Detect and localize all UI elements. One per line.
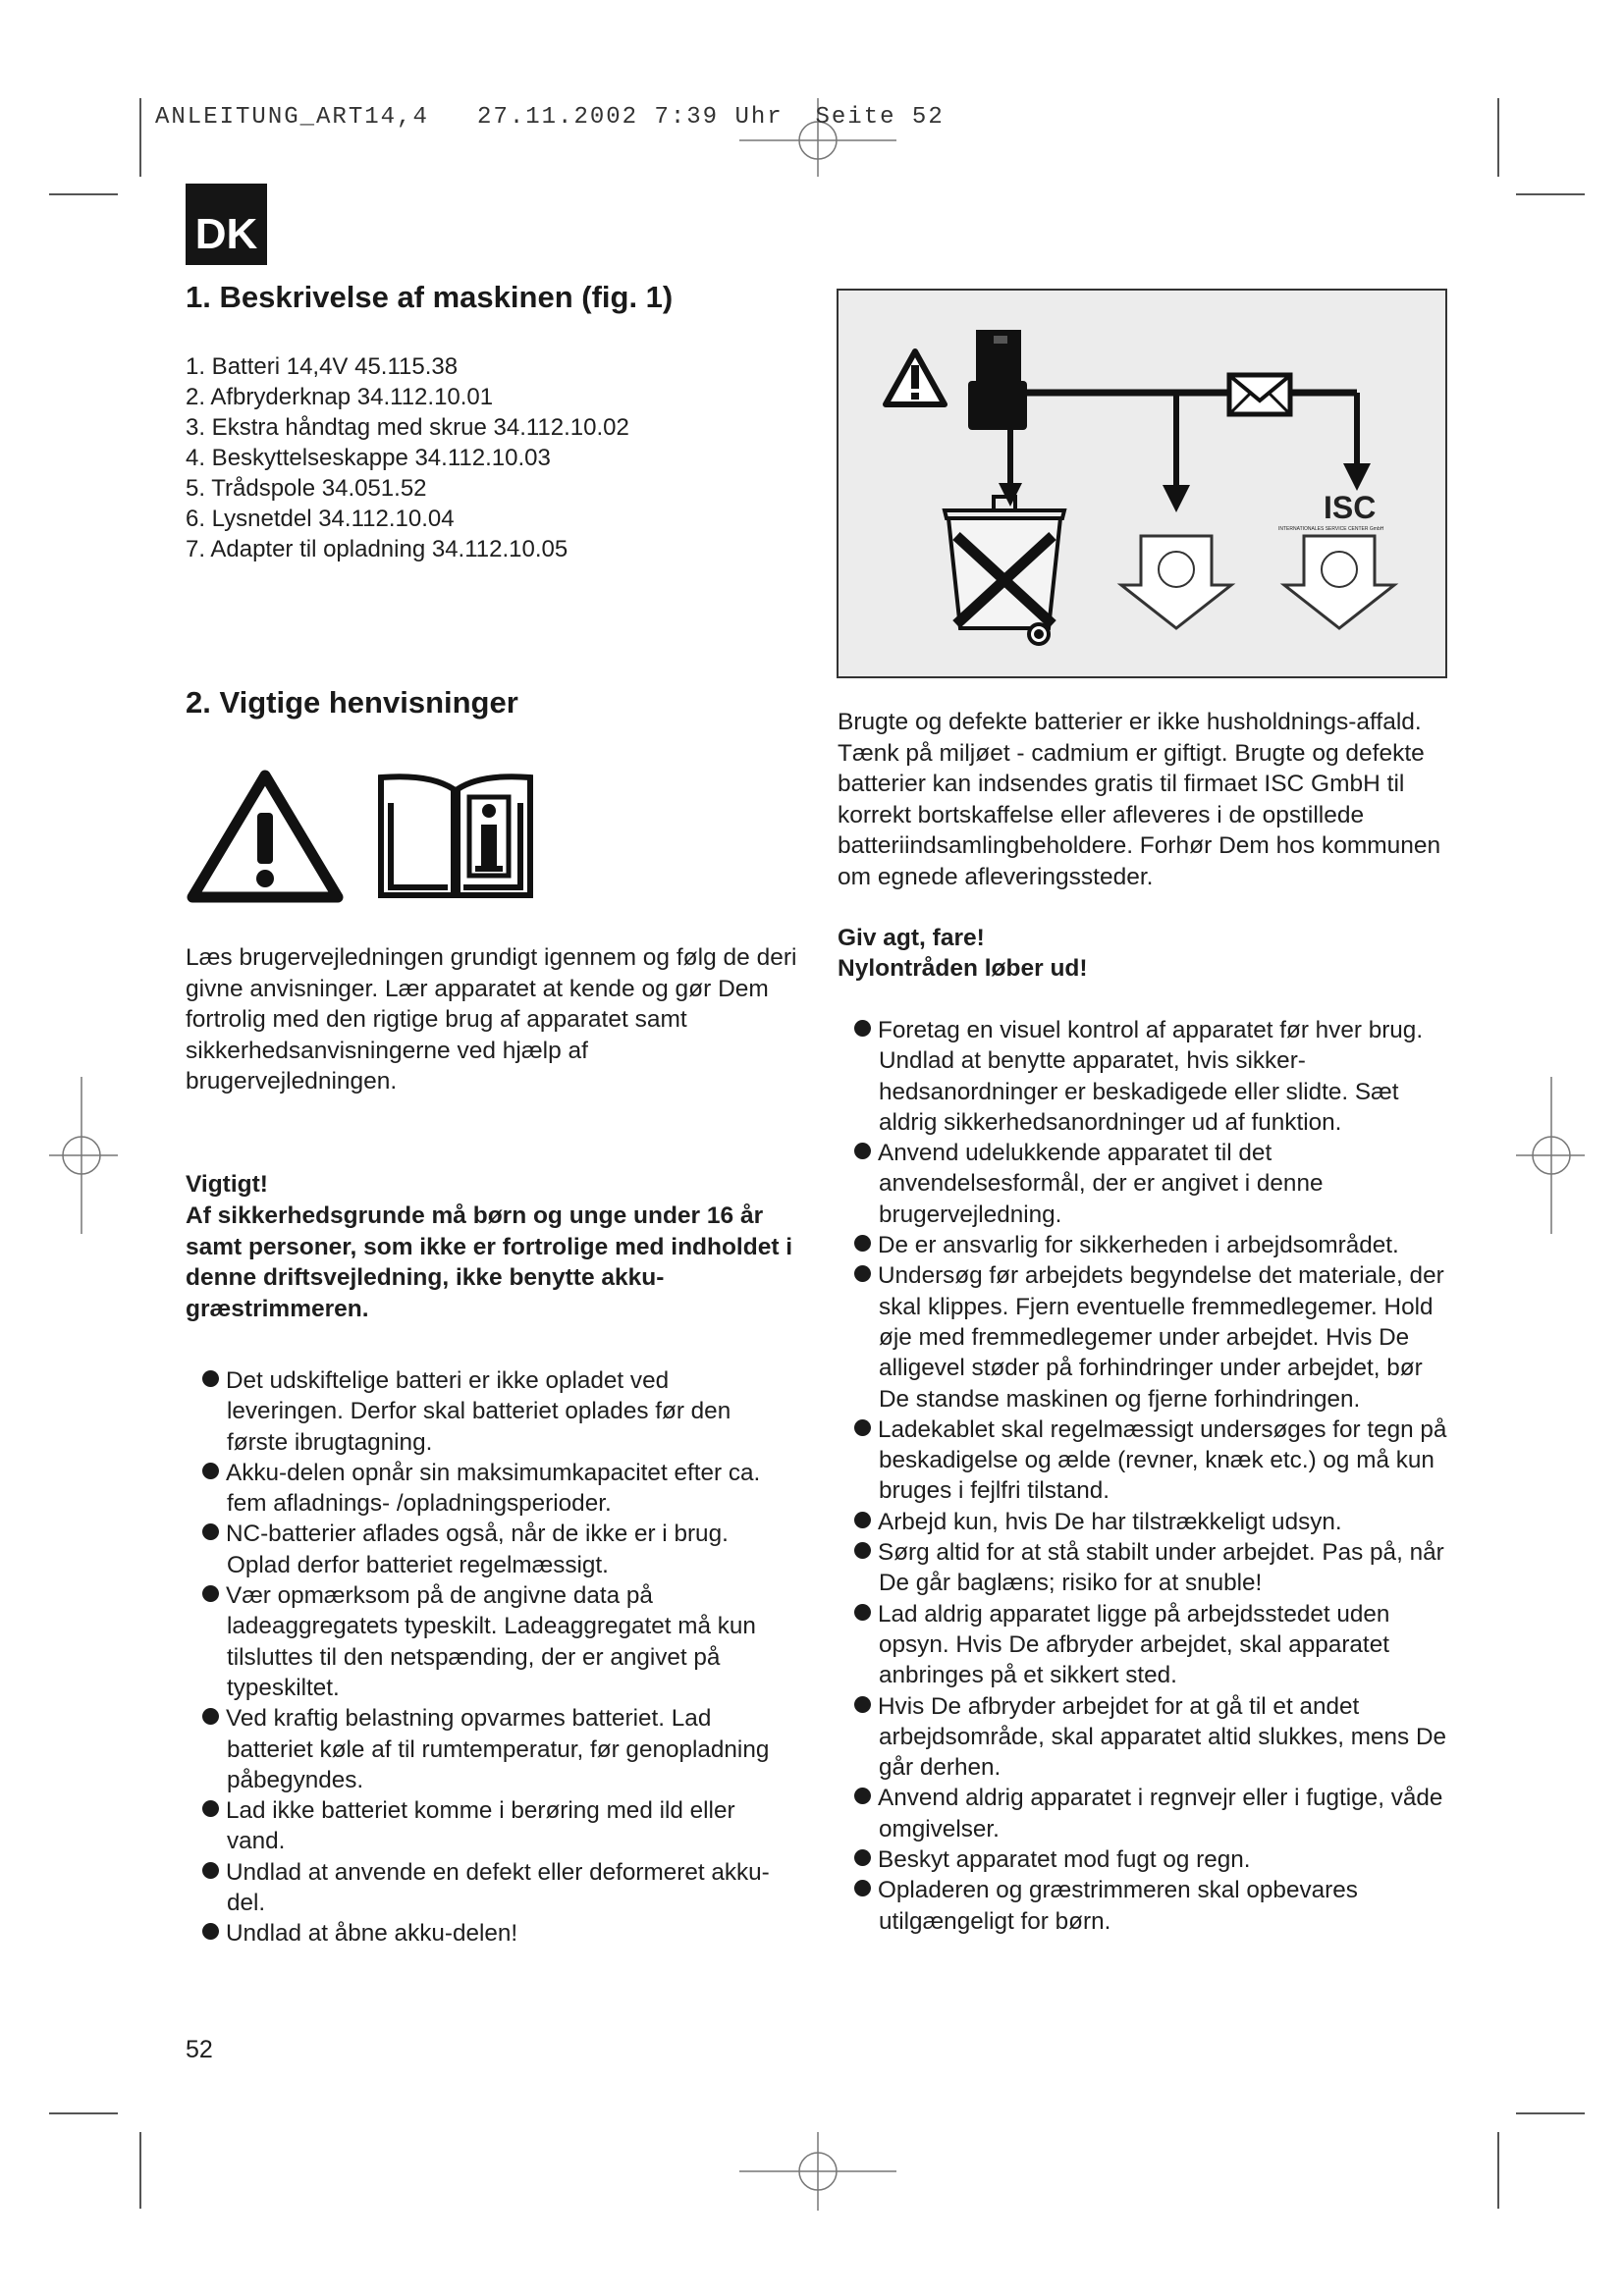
section-1-title: 1. Beskrivelse af maskinen (fig. 1) (186, 280, 674, 314)
bullet-icon (854, 1880, 871, 1896)
list-item: 4. Beskyttelseskappe 34.112.10.03 (186, 445, 551, 471)
language-badge: DK (186, 184, 267, 265)
list-item: Ladekablet skal regelmæssigt undersøges for tegn på beskadigelse og ælde (revner, knæk etc.) og må kun bruges i fejlfri tilstand. (838, 1415, 1456, 1507)
bullet-icon (854, 1542, 871, 1559)
left-bullet-list (186, 1365, 785, 1949)
list-item: Det udskiftelige batteri er ikke opladet ved leveringen. Derfor skal batteriet oplades før den første ibrugtagning. (186, 1365, 785, 1458)
bullet-icon (202, 1585, 219, 1602)
bullet-icon (854, 1020, 871, 1037)
list-item: Undlad at åbne akku-delen! (186, 1918, 785, 1949)
bullet-icon (854, 1788, 871, 1804)
intro-paragraph: Læs brugervejledningen grundigt igennem og følg de deri givne anvisninger. Lær apparatet at kende og gør Dem fortrolig med den rigtige brug af apparatet samt sikkerhedsanvisningerne ved hjælp af brugervejledningen. (186, 944, 797, 1095)
bullet-icon (854, 1604, 871, 1621)
list-item: Opladeren og græstrimmeren skal opbevares utilgængeligt for børn. (838, 1875, 1456, 1937)
isc-subtitle: INTERNATIONALES SERVICE CENTER GmbH (1278, 526, 1384, 532)
section-2-title: 2. Vigtige henvisninger (186, 685, 518, 720)
bullet-icon (854, 1849, 871, 1866)
list-item: Hvis De afbryder arbejdet for at gå til et andet arbejdsområde, skal apparatet altid slukkes, mens De går derhen. (838, 1691, 1456, 1784)
isc-logo: ISC (1324, 490, 1377, 525)
list-item: De er ansvarlig for sikkerheden i arbejdsområdet. (838, 1230, 1456, 1260)
battery-pack-icon (968, 330, 1027, 430)
read-manual-icon (371, 764, 540, 905)
crossed-bin-icon (945, 497, 1064, 644)
battery-disposal-paragraph: Brugte og defekte batterier er ikke husholdnings-affald. Tænk på miljøet - cadmium er giftigt. Brugte og defekte batterier kan indsendes gratis til firmaet ISC GmbH til korrekt bortskaffelse eller afleveres i de opstillede batteriindsamlingbeholdere. Forhør Dem hos kommunen om egnede afleveringssteder. (838, 709, 1441, 890)
list-item: Akku-delen opnår sin maksimumkapacitet efter ca. fem afladnings- /opladningsperioder. (186, 1458, 785, 1520)
bullet-icon (854, 1512, 871, 1528)
warning-triangle-icon (187, 768, 344, 905)
recycle-icon (1121, 536, 1231, 628)
bullet-icon (202, 1523, 219, 1540)
page-number: 52 (186, 2036, 213, 2063)
list-item: Lad ikke batteriet komme i berøring med ild eller vand. (186, 1795, 785, 1857)
list-item: Lad aldrig apparatet ligge på arbejdsstedet uden opsyn. Hvis De afbryder arbejdet, skal apparatet anbringes på et sikkert sted. (838, 1599, 1456, 1691)
warning-heading: Giv agt, fare! (838, 925, 985, 951)
bullet-icon (854, 1265, 871, 1282)
list-item: Anvend udelukkende apparatet til det anvendelsesformål, der er angivet i denne brugervejledning. (838, 1138, 1456, 1230)
recycle-icon (1284, 536, 1394, 628)
bullet-icon (202, 1463, 219, 1479)
battery-disposal-figure (837, 289, 1447, 678)
bullet-icon (854, 1696, 871, 1713)
list-item: 1. Batteri 14,4V 45.115.38 (186, 353, 459, 380)
bullet-icon (854, 1235, 871, 1252)
list-item: Vær opmærksom på de angivne data på ladeaggregatets typeskilt. Ladeaggregatet må kun tilsluttes til den netspænding, der er angivet på typeskiltet. (186, 1580, 785, 1703)
bullet-icon (202, 1370, 219, 1387)
list-item: NC-batterier aflades også, når de ikke er i brug. Oplad derfor batteriet regelmæssigt. (186, 1519, 785, 1580)
list-item: Arbejd kun, hvis De har tilstrækkeligt udsyn. (838, 1507, 1456, 1537)
bullet-icon (202, 1708, 219, 1725)
disposal-diagram (839, 291, 1445, 676)
mail-icon (1229, 375, 1290, 414)
bullet-icon (854, 1143, 871, 1159)
bullet-icon (202, 1800, 219, 1817)
list-item: Anvend aldrig apparatet i regnvejr eller i fugtige, våde omgivelser. (838, 1783, 1456, 1844)
list-item: Foretag en visuel kontrol af apparatet før hver brug. Undlad at benytte apparatet, hvis sikker-hedsanordninger er beskadigede eller slidte. Sæt aldrig sikkerhedsanordninger ud af funktion. (838, 1015, 1456, 1138)
list-item: 7. Adapter til opladning 34.112.10.05 (186, 536, 568, 562)
bullet-icon (202, 1923, 219, 1940)
important-heading: Vigtigt! (186, 1171, 268, 1198)
list-item: Sørg altid for at stå stabilt under arbejdet. Pas på, når De går baglæns; risiko for at snuble! (838, 1537, 1456, 1599)
warning-icon (886, 351, 945, 404)
print-header: ANLEITUNG_ART14,4 27.11.2002 7:39 Uhr Seite 52 (155, 104, 945, 131)
bullet-icon (202, 1862, 219, 1879)
important-text: Af sikkerhedsgrunde må børn og unge under 16 år samt personer, som ikke er fortrolige med indholdet i denne driftsvejledning, ikke benytte akku-græstrimmeren. (186, 1202, 793, 1322)
list-item: Undersøg før arbejdets begyndelse det materiale, der skal klippes. Fjern eventuelle fremmedlegemer. Hold øje med fremmedlegemer under arbejdet. Hvis De alligevel støder på forhindringer under arbejdet, bør De standse maskinen og fjerne forhindringen. (838, 1260, 1456, 1414)
list-item: 6. Lysnetdel 34.112.10.04 (186, 506, 455, 532)
bullet-icon (854, 1419, 871, 1436)
list-item: 3. Ekstra håndtag med skrue 34.112.10.02 (186, 414, 629, 441)
list-item: Beskyt apparatet mod fugt og regn. (838, 1844, 1456, 1875)
list-item: Undlad at anvende en defekt eller deformeret akku-del. (186, 1857, 785, 1919)
parts-list (186, 351, 794, 564)
list-item: Ved kraftig belastning opvarmes batteriet. Lad batteriet køle af til rumtemperatur, før genopladning påbegyndes. (186, 1703, 785, 1795)
warning-subheading: Nylontråden løber ud! (838, 955, 1088, 982)
list-item: 2. Afbryderknap 34.112.10.01 (186, 384, 494, 410)
right-bullet-list (838, 1015, 1456, 1937)
list-item: 5. Trådspole 34.051.52 (186, 475, 427, 502)
